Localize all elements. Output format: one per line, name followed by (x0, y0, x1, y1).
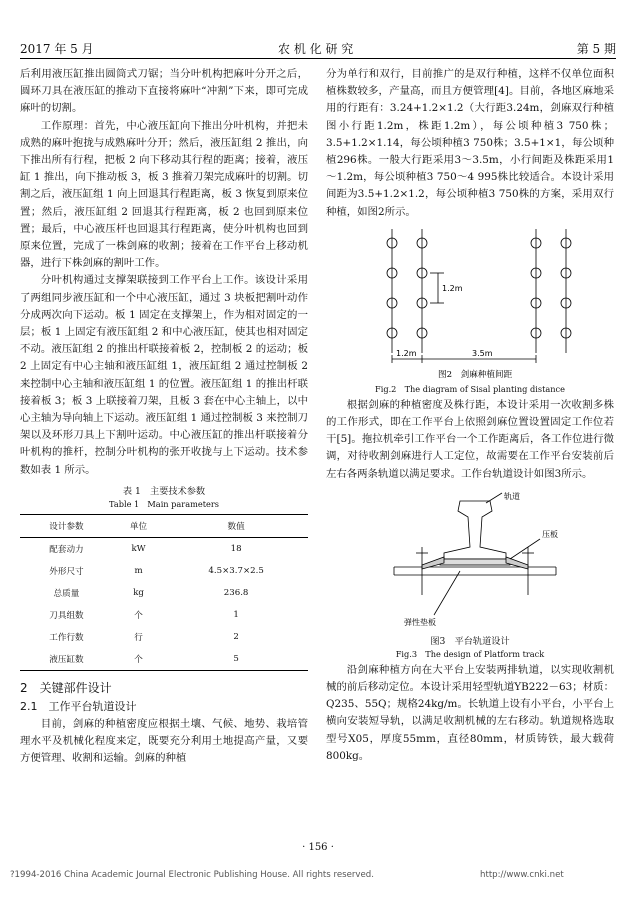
rail-label: 轨道 (504, 491, 520, 501)
table-cell: 236.8 (223, 587, 249, 598)
table-cell: 18 (230, 543, 242, 554)
table-cell: 液压缸数 (49, 654, 84, 665)
copyright-text: ?1994-2016 China Academic Journal Electronic Publishing House. All rights reserved. (10, 870, 374, 880)
figure-2-planting-diagram (360, 225, 580, 383)
section-heading: 2 关键部件设计 (20, 680, 112, 695)
clamp-label: 压板 (542, 529, 558, 539)
table-cell: 刀具组数 (49, 610, 84, 621)
table-cell: 工作行数 (49, 632, 84, 643)
figure-2-caption-en: Fig.2 The diagram of Sisal planting distance (375, 383, 565, 394)
figure-3-track-diagram (360, 487, 580, 635)
right-column (326, 66, 614, 765)
table-cell: 总质量 (53, 588, 80, 599)
table-cell: kW (131, 543, 146, 554)
spacing-label-vertical: 1.2m (442, 283, 463, 293)
header-date: 2017 年 5 月 (20, 42, 94, 56)
table-row (20, 604, 308, 626)
paragraph: 分叶机构通过支撑架联接到工作平台上工作。该设计采用了两组同步液压缸和一个中心液压缸，通过 3 块板把割叶动作分成两次向下运动。板 1 固定在支撑架上，作为相对固定的一层；板 1 上固定有液压缸组 2 和中心液压缸，使其也相对固定不动。液压缸组 2 的推出杆联接着板 2，控制板 2 的运动；板 2 上固定有中心主轴和液压缸组 1，液压缸组 2 通过控制板 2 来控制中心主轴和液压缸组 1 的位置。液压缸组 1 的推出杆联接着板 3；板 3 上联接着刀架，且板 3 套在中心主轴上，以中心主轴为导向轴上下运动。液压缸组 1 通过控制板 3 来控制刀架以及环形刀具上下割叶运动。中心液压缸的推出杆联接着分叶机构的推杆，控制分叶机构的张开收拢与上下运动。技术参数如表 1 所示。 (20, 274, 308, 476)
footer-link[interactable]: http://www.cnki.net (480, 870, 564, 880)
table-header-row (20, 514, 308, 537)
table-cell: 4.5×3.7×2.5 (208, 565, 264, 576)
table-cell: 配套动力 (49, 544, 84, 555)
table-cell: 2 (233, 631, 239, 642)
table-header-cell: 单位 (129, 521, 148, 532)
paragraph: 分为单行和双行，目前推广的是双行种植，这样不仅单位面积植株数较多，产量高，而且方便管理[4]。目前，各地区麻地采用的行距有：3.24+1.2×1.2（大行距3.24m，剑麻双行种植图小行距1.2m，株距1.2m），每公顷种植3 750株；3.5+1.2×1.14，每公顷种植3 750株；3.5+1×1，每公顷种植296株。一般大行距采用3～3.5m，小行间距及株距采用1～1.2m，每公顷种植3 750～4 995株比较适合。本设计采用间距为3.5+1.2×1.2，每公顷种植3 750株的方案，采用双行种植，如图2所示。 (326, 68, 614, 218)
page-number: · 156 · (302, 842, 334, 853)
journal-name: 农 机 化 研 究 (278, 42, 354, 56)
table-caption-en: Table 1 Main parameters (109, 498, 219, 509)
table-row (20, 560, 308, 582)
header-rule (20, 58, 616, 59)
table-row (20, 582, 308, 604)
table-cell: m (134, 565, 143, 576)
parameters-table (20, 514, 308, 671)
table-caption-cn: 表 1 主要技术参数 (122, 485, 206, 497)
table-cell: 个 (134, 610, 143, 621)
paragraph: 根据剑麻的种植密度及株行距，本设计采用一次收割多株的工作形式，即在工作平台上依照剑麻位置设置固定工作位若干[5]。拖拉机牵引工作平台一个工作距离后，各工作位进行微调，对待收割剑麻进行人工定位，故需要在工作平台安装前后左右各两条轨道以满足要求。工作台轨道设计如图3所示。 (326, 398, 614, 480)
spacing-label-small: 1.2m (396, 348, 417, 358)
table-row (20, 626, 308, 648)
table-cell: 外形尺寸 (49, 566, 84, 577)
paragraph: 沿剑麻种植方向在大平台上安装两排轨道，以实现收割机械的前后移动定位。本设计采用轻型轨道YB222－63；材质：Q235、55Q；规格24kg/m。长轨道上设有小平台，小平台上横向安装短导轨，以满足收割机械的左右移动。轨道规格选取型号X05，厚度55mm，直径80mm，材质铸铁，最大载荷800kg。 (326, 663, 614, 762)
issue-number: 第 5 期 (576, 42, 616, 56)
figure-3-caption-cn: 图3 平台轨道设计 (430, 635, 510, 647)
table-row (20, 537, 308, 560)
spacing-label-big: 3.5m (472, 348, 493, 358)
figure-3-caption-en: Fig.3 The design of Platform track (395, 648, 545, 659)
table-cell: 5 (233, 653, 239, 664)
figure-2-caption-cn: 图2 剑麻种植间距 (438, 369, 513, 380)
paragraph: 目前，剑麻的种植密度应根据土壤、气候、地势、栽培管理水平及机械化程度来定，既要充分利用土地提高产量，又要方便管理、收割和运输。剑麻的种植 (20, 717, 308, 765)
paragraph: 工作原理：首先，中心液压缸向下推出分叶机构，并把未成熟的麻叶抱拢与成熟麻叶分开；然后，液压缸组 2 推出，向下推出所有行程，把板 2 向下移动其行程的距离；接着，液压缸 1 推出，向下推动板 3，板 3 推着刀架完成麻叶的切割。切割之后，液压缸组 1 向上回退其行程距离，板 3 恢复到原来位置；然后，液压缸组 2 回退其行程距离，板 2 也回到原来位置；最后，中心液压杆也回退其行程距离，使分叶机构也回到原来位置，完成了一株剑麻的收割；接着在工作平台上移动机器，进行下株剑麻的割叶工作。 (20, 119, 308, 270)
page-header (20, 40, 616, 60)
table-cell: 行 (134, 632, 143, 643)
table-row (20, 648, 308, 671)
table-header-cell: 设计参数 (49, 521, 84, 532)
table-cell: kg (133, 587, 144, 598)
table-cell: 个 (134, 654, 143, 665)
paragraph: 后利用液压缸推出圆筒式刀锯；当分叶机构把麻叶分开之后，圆环刀具在液压缸的推动下直接将麻叶“冲割”下来，即可完成麻叶的切割。 (20, 68, 308, 115)
table-cell: 1 (233, 609, 239, 620)
pad-label: 弹性垫板 (404, 617, 436, 627)
subsection-heading: 2.1 工作平台轨道设计 (20, 699, 137, 713)
left-column (20, 66, 308, 767)
table-header-cell: 数值 (227, 521, 245, 532)
